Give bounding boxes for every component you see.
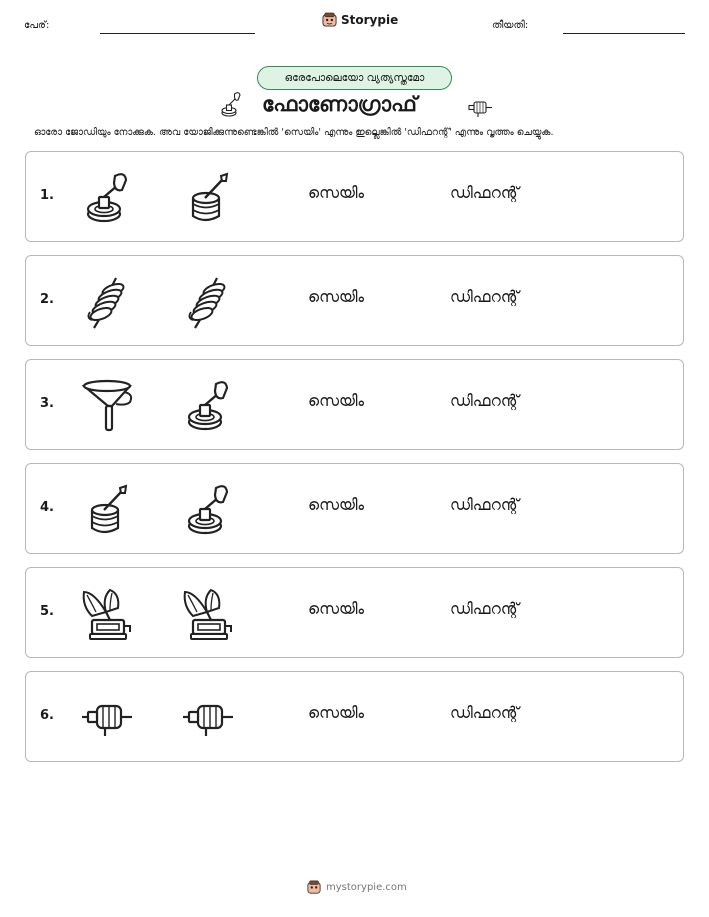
- cylinder-record-icon: [80, 482, 136, 538]
- horn-funnel-icon: [80, 378, 136, 434]
- different-option[interactable]: ഡിഫറന്റ്: [450, 496, 519, 514]
- different-option[interactable]: ഡിഫറന്റ്: [450, 184, 519, 202]
- same-option[interactable]: സെയിം: [308, 392, 365, 410]
- date-field-line[interactable]: [563, 33, 685, 34]
- different-option[interactable]: ഡിഫറന്റ്: [450, 600, 519, 618]
- same-option[interactable]: സെയിം: [308, 496, 365, 514]
- brand-name: Storypie: [341, 12, 399, 27]
- name-field-line[interactable]: [100, 33, 255, 34]
- cylinder-record-icon: [181, 170, 237, 226]
- tonearm-icon: [218, 90, 246, 122]
- exercise-number: 2.: [40, 292, 54, 307]
- tonearm-icon: [181, 378, 237, 434]
- storypie-mascot-icon: [322, 12, 337, 27]
- exercise-card: [25, 671, 684, 762]
- same-option[interactable]: സെയിം: [308, 600, 365, 618]
- storypie-mascot-icon: [307, 880, 321, 894]
- exercise-number: 6.: [40, 708, 54, 723]
- gramophone-icon: [181, 586, 237, 642]
- different-option[interactable]: ഡിഫറന്റ്: [450, 704, 519, 722]
- same-option[interactable]: സെയിം: [308, 184, 365, 202]
- gramophone-icon: [80, 586, 136, 642]
- brand-logo: [322, 12, 398, 27]
- same-option[interactable]: സെയിം: [308, 288, 365, 306]
- motor-icon: [466, 94, 494, 126]
- date-label: തീയതി:: [492, 20, 529, 31]
- exercise-card: [25, 359, 684, 450]
- footer-url[interactable]: mystorypie.com: [326, 881, 407, 893]
- page-title: ഫോണോഗ്രാഫ്: [262, 92, 417, 116]
- different-option[interactable]: ഡിഫറന്റ്: [450, 392, 519, 410]
- exercise-number: 4.: [40, 500, 54, 515]
- name-label: പേര്:: [24, 20, 50, 31]
- tonearm-icon: [80, 170, 136, 226]
- spring-spool-icon: [181, 274, 237, 330]
- instructions-text: ഓരോ ജോഡിയും നോക്കുക. അവ യോജിക്കുന്നുണ്ടെങ്കിൽ 'സെയിം' എന്നും ഇല്ലെങ്കിൽ 'ഡിഫറന്റ്' എന്നും വൃത്തം ചെയ്യുക.: [34, 127, 554, 138]
- exercise-card: [25, 151, 684, 242]
- motor-icon: [181, 690, 237, 746]
- exercise-card: [25, 255, 684, 346]
- worksheet-type-badge: ഒരേപോലെയോ വ്യത്യസ്തമോ: [257, 66, 452, 90]
- footer: [307, 880, 407, 894]
- tonearm-icon: [181, 482, 237, 538]
- exercise-number: 3.: [40, 396, 54, 411]
- exercise-number: 5.: [40, 604, 54, 619]
- motor-icon: [80, 690, 136, 746]
- spring-spool-icon: [80, 274, 136, 330]
- different-option[interactable]: ഡിഫറന്റ്: [450, 288, 519, 306]
- same-option[interactable]: സെയിം: [308, 704, 365, 722]
- exercise-number: 1.: [40, 188, 54, 203]
- exercise-card: [25, 567, 684, 658]
- exercise-card: [25, 463, 684, 554]
